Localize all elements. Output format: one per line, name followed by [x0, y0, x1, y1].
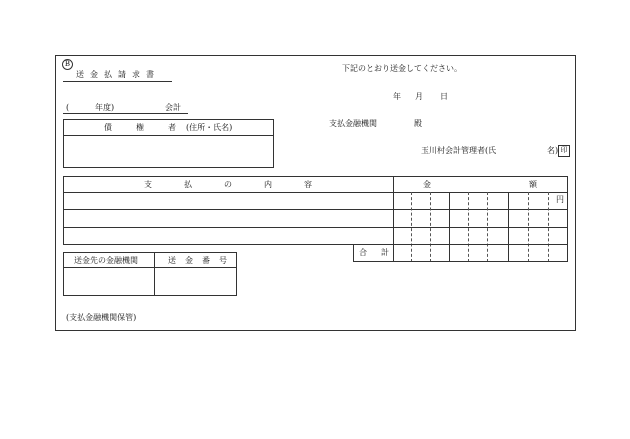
payment-row-line-1: [63, 209, 568, 210]
date-month: 月: [415, 92, 423, 101]
payer-honorific: 殿: [414, 119, 422, 128]
creditor-address-name: (住所・氏名): [186, 123, 233, 132]
remittance-header-line: [63, 267, 237, 268]
manager-name-close: 名): [547, 146, 559, 155]
fiscal-year-open: (: [66, 103, 70, 112]
remittance-column-divider: [154, 252, 155, 296]
payment-table: [63, 176, 568, 245]
total-char-2: 計: [381, 248, 389, 257]
content-char-3: の: [224, 180, 232, 189]
total-char-1: 合: [359, 248, 367, 257]
content-char-4: 内: [264, 180, 272, 189]
form-title-text: 送金払請求書: [76, 70, 160, 79]
date-year: 年: [393, 92, 401, 101]
content-char-5: 容: [304, 180, 312, 189]
fiscal-year-label: 年度): [95, 103, 115, 112]
remittance-number-char-3: 番: [202, 256, 210, 265]
footer-note: (支払金融機関保管): [66, 313, 137, 322]
manager-label: 玉川村会計管理者(氏: [421, 146, 497, 155]
creditor-box-divider: [63, 135, 274, 136]
creditor-char-3: 者: [168, 123, 176, 132]
payment-row-line-2: [63, 227, 568, 228]
yen-unit: 円: [556, 195, 564, 204]
content-char-1: 支: [144, 180, 152, 189]
content-char-2: 払: [184, 180, 192, 189]
title-underline: [63, 81, 172, 82]
remittance-number-char-2: 金: [185, 256, 193, 265]
fiscal-year-underline: [63, 113, 188, 114]
amount-char-2: 額: [529, 180, 537, 189]
form-title: [76, 70, 166, 80]
payment-table-header-line: [63, 192, 568, 193]
creditor-char-1: 債: [104, 123, 112, 132]
date-day: 日: [440, 92, 448, 101]
form-mark-b: B: [62, 59, 73, 70]
instruction-text: 下記のとおり送金してください。: [342, 64, 462, 73]
seal-mark: 印: [558, 145, 570, 157]
remittance-bank-header: 送金先の金融機関: [74, 256, 138, 265]
amount-char-1: 金: [423, 180, 431, 189]
payer-institution-label: 支払金融機関: [329, 119, 377, 128]
account-label: 会計: [165, 103, 181, 112]
remittance-number-char-4: 号: [219, 256, 227, 265]
creditor-char-2: 権: [136, 123, 144, 132]
remittance-number-char-1: 送: [168, 256, 176, 265]
